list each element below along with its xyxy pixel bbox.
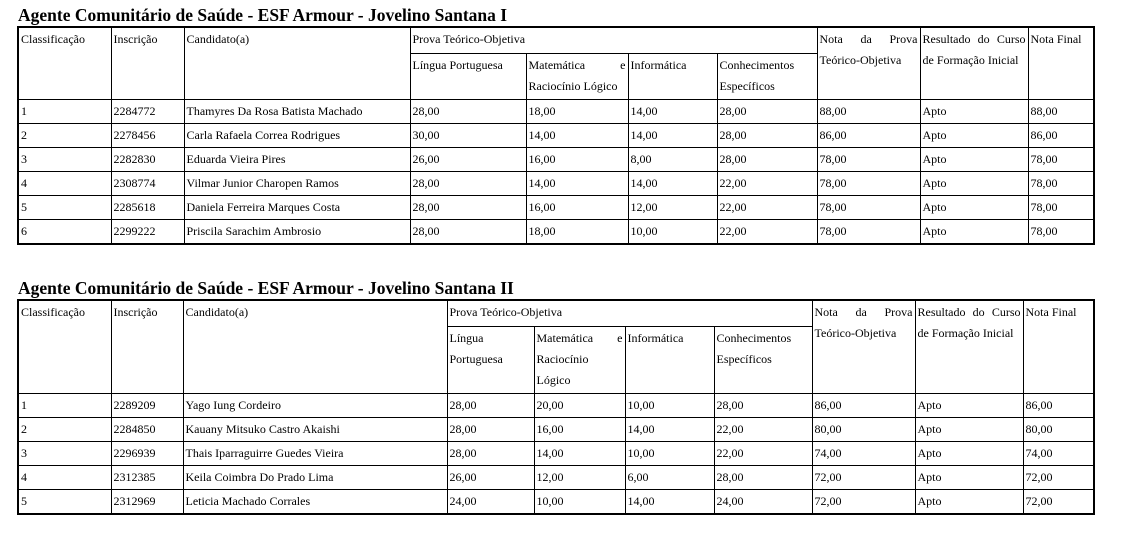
cell-conhecimentos: 28,00: [714, 393, 812, 417]
cell-nota-final: 86,00: [1023, 393, 1094, 417]
table-row: [18, 147, 1094, 171]
cell-classificacao: 4: [18, 171, 111, 195]
cell-lingua: 28,00: [410, 195, 526, 219]
cell-classificacao: 1: [18, 99, 111, 123]
table-row: [18, 417, 1094, 441]
header-candidato: Candidato(a): [184, 27, 410, 99]
cell-nota-final: 78,00: [1028, 147, 1094, 171]
cell-inscricao: 2289209: [111, 393, 183, 417]
cell-conhecimentos: 22,00: [717, 195, 817, 219]
header-nota-prova: Nota da Prova Teórico-Objetiva: [812, 300, 915, 393]
table-row: [18, 465, 1094, 489]
cell-classificacao: 5: [18, 489, 111, 514]
cell-nota-prova: 78,00: [817, 171, 920, 195]
cell-lingua: 28,00: [410, 171, 526, 195]
header-conhecimentos: Conhecimentos Específicos: [717, 53, 817, 99]
cell-lingua: 26,00: [410, 147, 526, 171]
cell-nota-final: 72,00: [1023, 489, 1094, 514]
cell-nota-prova: 86,00: [817, 123, 920, 147]
cell-lingua: 30,00: [410, 123, 526, 147]
cell-lingua: 28,00: [447, 393, 534, 417]
table-row: [18, 195, 1094, 219]
cell-nota-prova: 86,00: [812, 393, 915, 417]
cell-resultado: Apto: [915, 417, 1023, 441]
cell-matematica: 10,00: [534, 489, 625, 514]
cell-informatica: 10,00: [625, 393, 714, 417]
section-title: Agente Comunitário de Saúde - ESF Armour - Jovelino Santana I: [18, 5, 508, 25]
cell-matematica: 14,00: [534, 441, 625, 465]
cell-informatica: 14,00: [625, 489, 714, 514]
cell-classificacao: 3: [18, 147, 111, 171]
cell-informatica: 8,00: [628, 147, 717, 171]
results-table: [17, 26, 1095, 245]
cell-nota-final: 72,00: [1023, 465, 1094, 489]
cell-conhecimentos: 28,00: [717, 147, 817, 171]
cell-informatica: 6,00: [625, 465, 714, 489]
table-row: [18, 171, 1094, 195]
cell-conhecimentos: 22,00: [714, 441, 812, 465]
cell-candidato: Thamyres Da Rosa Batista Machado: [184, 99, 410, 123]
cell-informatica: 10,00: [625, 441, 714, 465]
cell-candidato: Carla Rafaela Correa Rodrigues: [184, 123, 410, 147]
cell-inscricao: 2278456: [111, 123, 184, 147]
header-resultado: Resultado do Curso de Formação Inicial: [920, 27, 1028, 99]
table-row: [18, 99, 1094, 123]
cell-nota-prova: 72,00: [812, 465, 915, 489]
cell-conhecimentos: 22,00: [717, 219, 817, 244]
cell-nota-final: 74,00: [1023, 441, 1094, 465]
cell-resultado: Apto: [915, 465, 1023, 489]
cell-lingua: 24,00: [447, 489, 534, 514]
cell-matematica: 16,00: [534, 417, 625, 441]
header-classificacao: Classificação: [18, 300, 111, 393]
cell-candidato: Thais Iparraguirre Guedes Vieira: [183, 441, 447, 465]
cell-inscricao: 2296939: [111, 441, 183, 465]
cell-informatica: 14,00: [628, 171, 717, 195]
table-row: [18, 123, 1094, 147]
cell-inscricao: 2312969: [111, 489, 183, 514]
cell-nota-final: 88,00: [1028, 99, 1094, 123]
header-conhecimentos: Conhecimentos Específicos: [714, 326, 812, 393]
cell-nota-final: 86,00: [1028, 123, 1094, 147]
header-lingua: Língua Portuguesa: [447, 326, 534, 393]
cell-inscricao: 2282830: [111, 147, 184, 171]
cell-inscricao: 2308774: [111, 171, 184, 195]
cell-resultado: Apto: [920, 123, 1028, 147]
cell-matematica: 20,00: [534, 393, 625, 417]
cell-classificacao: 5: [18, 195, 111, 219]
cell-classificacao: 6: [18, 219, 111, 244]
header-matematica: Matemática e Raciocínio Lógico: [534, 326, 625, 393]
cell-candidato: Priscila Sarachim Ambrosio: [184, 219, 410, 244]
results-table: [17, 299, 1095, 515]
cell-inscricao: 2299222: [111, 219, 184, 244]
table-row: [18, 393, 1094, 417]
cell-informatica: 14,00: [628, 99, 717, 123]
cell-nota-final: 80,00: [1023, 417, 1094, 441]
cell-resultado: Apto: [915, 393, 1023, 417]
cell-conhecimentos: 28,00: [717, 99, 817, 123]
cell-matematica: 16,00: [526, 147, 628, 171]
header-nota-final: Nota Final: [1023, 300, 1094, 393]
cell-classificacao: 2: [18, 123, 111, 147]
cell-matematica: 16,00: [526, 195, 628, 219]
header-informatica: Informática: [628, 53, 717, 99]
cell-matematica: 12,00: [534, 465, 625, 489]
cell-resultado: Apto: [920, 147, 1028, 171]
cell-nota-prova: 88,00: [817, 99, 920, 123]
cell-classificacao: 1: [18, 393, 111, 417]
header-informatica: Informática: [625, 326, 714, 393]
cell-nota-prova: 78,00: [817, 219, 920, 244]
header-inscricao: Inscrição: [111, 27, 184, 99]
cell-nota-prova: 78,00: [817, 147, 920, 171]
cell-resultado: Apto: [915, 441, 1023, 465]
cell-candidato: Eduarda Vieira Pires: [184, 147, 410, 171]
cell-lingua: 28,00: [447, 417, 534, 441]
header-classificacao: Classificação: [18, 27, 111, 99]
results-section-2: [17, 277, 1095, 515]
cell-resultado: Apto: [920, 195, 1028, 219]
cell-lingua: 26,00: [447, 465, 534, 489]
cell-nota-prova: 78,00: [817, 195, 920, 219]
cell-lingua: 28,00: [410, 219, 526, 244]
cell-inscricao: 2284772: [111, 99, 184, 123]
cell-conhecimentos: 24,00: [714, 489, 812, 514]
cell-informatica: 14,00: [625, 417, 714, 441]
cell-informatica: 14,00: [628, 123, 717, 147]
cell-conhecimentos: 22,00: [714, 417, 812, 441]
cell-resultado: Apto: [920, 99, 1028, 123]
cell-lingua: 28,00: [410, 99, 526, 123]
cell-matematica: 14,00: [526, 123, 628, 147]
cell-informatica: 10,00: [628, 219, 717, 244]
cell-matematica: 18,00: [526, 99, 628, 123]
cell-nota-final: 78,00: [1028, 195, 1094, 219]
results-section-1: [17, 4, 1095, 245]
header-candidato: Candidato(a): [183, 300, 447, 393]
cell-nota-final: 78,00: [1028, 171, 1094, 195]
table-row: [18, 219, 1094, 244]
table-row: [18, 441, 1094, 465]
cell-resultado: Apto: [920, 219, 1028, 244]
cell-resultado: Apto: [920, 171, 1028, 195]
cell-conhecimentos: 28,00: [717, 123, 817, 147]
cell-nota-prova: 72,00: [812, 489, 915, 514]
cell-lingua: 28,00: [447, 441, 534, 465]
cell-conhecimentos: 22,00: [717, 171, 817, 195]
section-title: Agente Comunitário de Saúde - ESF Armour - Jovelino Santana II: [18, 278, 514, 298]
cell-candidato: Keila Coimbra Do Prado Lima: [183, 465, 447, 489]
cell-inscricao: 2284850: [111, 417, 183, 441]
cell-nota-final: 78,00: [1028, 219, 1094, 244]
cell-classificacao: 3: [18, 441, 111, 465]
cell-candidato: Vilmar Junior Charopen Ramos: [184, 171, 410, 195]
header-prova: Prova Teórico-Objetiva: [447, 300, 812, 326]
cell-candidato: Daniela Ferreira Marques Costa: [184, 195, 410, 219]
header-prova: Prova Teórico-Objetiva: [410, 27, 817, 53]
cell-inscricao: 2285618: [111, 195, 184, 219]
cell-candidato: Yago Iung Cordeiro: [183, 393, 447, 417]
header-nota-final: Nota Final: [1028, 27, 1094, 99]
header-inscricao: Inscrição: [111, 300, 183, 393]
cell-classificacao: 2: [18, 417, 111, 441]
header-lingua: Língua Portuguesa: [410, 53, 526, 99]
cell-informatica: 12,00: [628, 195, 717, 219]
cell-conhecimentos: 28,00: [714, 465, 812, 489]
cell-candidato: Kauany Mitsuko Castro Akaishi: [183, 417, 447, 441]
header-resultado: Resultado do Curso de Formação Inicial: [915, 300, 1023, 393]
header-nota-prova: Nota da Prova Teórico-Objetiva: [817, 27, 920, 99]
cell-inscricao: 2312385: [111, 465, 183, 489]
cell-matematica: 18,00: [526, 219, 628, 244]
cell-nota-prova: 74,00: [812, 441, 915, 465]
cell-nota-prova: 80,00: [812, 417, 915, 441]
cell-candidato: Leticia Machado Corrales: [183, 489, 447, 514]
cell-resultado: Apto: [915, 489, 1023, 514]
cell-matematica: 14,00: [526, 171, 628, 195]
header-matematica: Matemática e Raciocínio Lógico: [526, 53, 628, 99]
table-row: [18, 489, 1094, 514]
cell-classificacao: 4: [18, 465, 111, 489]
